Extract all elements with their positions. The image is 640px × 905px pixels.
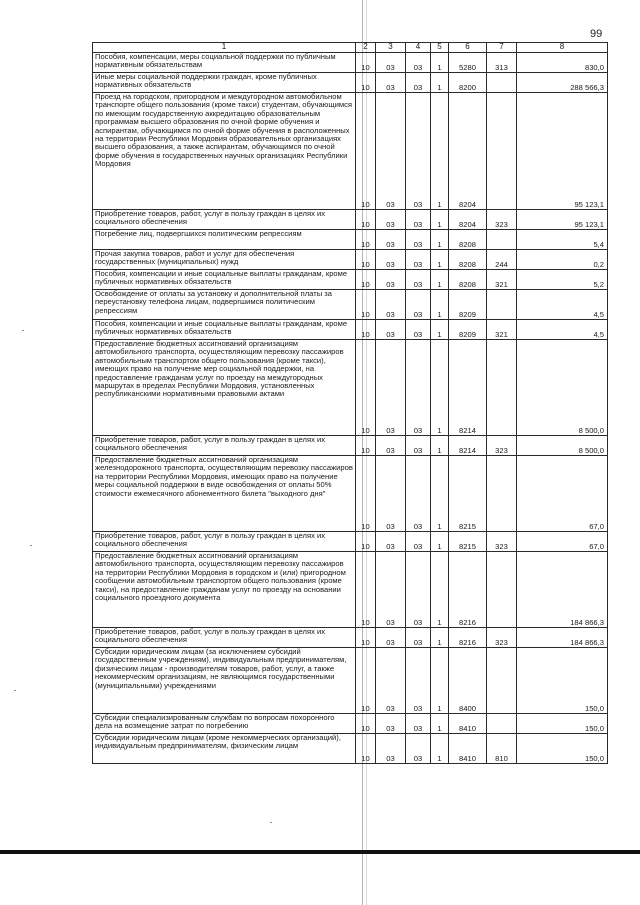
cell-col-7: 244 — [487, 250, 517, 270]
cell-col-5: 1 — [431, 53, 449, 73]
cell-amount: 0,2 — [517, 250, 608, 270]
cell-col-7 — [487, 340, 517, 436]
table-row — [93, 714, 608, 734]
cell-col-7: 323 — [487, 628, 517, 648]
header-col-3: 3 — [376, 43, 406, 53]
table-row — [93, 340, 608, 436]
header-col-1: 1 — [93, 43, 356, 53]
cell-description: Пособия, компенсации и иные социальные выплаты гражданам, кроме публичных нормативных обязательств — [93, 270, 356, 290]
cell-col-2: 10 — [356, 714, 376, 734]
cell-col-3: 03 — [376, 210, 406, 230]
cell-col-2: 10 — [356, 340, 376, 436]
table-row — [93, 53, 608, 73]
cell-col-4: 03 — [406, 648, 431, 714]
cell-col-7: 323 — [487, 436, 517, 456]
cell-col-5: 1 — [431, 436, 449, 456]
cell-col-3: 03 — [376, 250, 406, 270]
cell-amount: 67,0 — [517, 532, 608, 552]
cell-col-5: 1 — [431, 628, 449, 648]
cell-description: Приобретение товаров, работ, услуг в пользу граждан в целях их социального обеспечения — [93, 210, 356, 230]
table-row — [93, 628, 608, 648]
cell-col-3: 03 — [376, 290, 406, 320]
header-col-2: 2 — [356, 43, 376, 53]
cell-col-6: 8208 — [449, 250, 487, 270]
cell-col-6: 8209 — [449, 290, 487, 320]
cell-col-2: 10 — [356, 648, 376, 714]
cell-amount: 150,0 — [517, 714, 608, 734]
table-body — [93, 53, 608, 764]
cell-col-3: 03 — [376, 270, 406, 290]
cell-col-5: 1 — [431, 93, 449, 210]
cell-description: Субсидии специализированным службам по вопросам похоронного дела на возмещение затрат по погребению — [93, 714, 356, 734]
cell-col-6: 8214 — [449, 436, 487, 456]
cell-col-4: 03 — [406, 93, 431, 210]
scan-speck — [22, 330, 24, 331]
table-row — [93, 532, 608, 552]
table-row — [93, 230, 608, 250]
cell-col-4: 03 — [406, 73, 431, 93]
cell-col-5: 1 — [431, 532, 449, 552]
table-row — [93, 552, 608, 628]
cell-col-2: 10 — [356, 628, 376, 648]
cell-col-4: 03 — [406, 320, 431, 340]
cell-col-5: 1 — [431, 648, 449, 714]
cell-amount: 4,5 — [517, 290, 608, 320]
cell-col-7 — [487, 290, 517, 320]
cell-col-4: 03 — [406, 340, 431, 436]
scan-speck — [14, 690, 16, 691]
header-row — [93, 43, 608, 53]
cell-col-5: 1 — [431, 714, 449, 734]
cell-col-7 — [487, 93, 517, 210]
cell-col-6: 8204 — [449, 210, 487, 230]
cell-col-5: 1 — [431, 250, 449, 270]
cell-description: Приобретение товаров, работ, услуг в пользу граждан в целях их социального обеспечения — [93, 532, 356, 552]
cell-description: Приобретение товаров, работ, услуг в пользу граждан в целях их социального обеспечения — [93, 436, 356, 456]
cell-col-2: 10 — [356, 73, 376, 93]
table-row — [93, 270, 608, 290]
cell-col-5: 1 — [431, 456, 449, 532]
cell-col-5: 1 — [431, 320, 449, 340]
page-number: 99 — [590, 28, 603, 40]
cell-col-2: 10 — [356, 210, 376, 230]
cell-amount: 8 500,0 — [517, 436, 608, 456]
header-col-5: 5 — [431, 43, 449, 53]
cell-description: Субсидии юридическим лицам (за исключением субсидий государственным учреждениям), индивидуальным предпринимателям, физическим лицам - производителям товаров, работ, услуг, а также некоммерческим организациям, не являющимся государственными (муниципальными) учреждениями — [93, 648, 356, 714]
cell-description: Приобретение товаров, работ, услуг в пользу граждан в целях их социального обеспечения — [93, 628, 356, 648]
table-row — [93, 320, 608, 340]
cell-col-3: 03 — [376, 340, 406, 436]
cell-col-2: 10 — [356, 552, 376, 628]
cell-col-2: 10 — [356, 320, 376, 340]
cell-col-4: 03 — [406, 552, 431, 628]
cell-col-3: 03 — [376, 532, 406, 552]
cell-col-2: 10 — [356, 734, 376, 764]
cell-description: Погребение лиц, подвергшихся политическим репрессиям — [93, 230, 356, 250]
cell-col-4: 03 — [406, 628, 431, 648]
cell-amount: 8 500,0 — [517, 340, 608, 436]
cell-col-5: 1 — [431, 73, 449, 93]
cell-col-4: 03 — [406, 532, 431, 552]
cell-amount: 5,4 — [517, 230, 608, 250]
cell-col-5: 1 — [431, 270, 449, 290]
scan-bottom-rule — [0, 850, 640, 854]
cell-col-3: 03 — [376, 230, 406, 250]
cell-col-7: 810 — [487, 734, 517, 764]
cell-col-2: 10 — [356, 53, 376, 73]
table-row — [93, 210, 608, 230]
cell-col-7 — [487, 230, 517, 250]
header-col-8: 8 — [517, 43, 608, 53]
table-row — [93, 290, 608, 320]
cell-col-6: 8204 — [449, 93, 487, 210]
cell-col-5: 1 — [431, 210, 449, 230]
cell-amount: 95 123,1 — [517, 210, 608, 230]
cell-col-2: 10 — [356, 93, 376, 210]
cell-description: Предоставление бюджетных ассигнований организациям железнодорожного транспорта, осуществляющим перевозку пассажиров на территории Республики Мордовия, имеющих право на получение меры социальной поддержки в виде освобождения от оплаты 50% стоимости ежемесячного абонементного билета "выходного дня" — [93, 456, 356, 532]
cell-col-4: 03 — [406, 436, 431, 456]
cell-col-2: 10 — [356, 230, 376, 250]
cell-col-6: 5280 — [449, 53, 487, 73]
cell-col-6: 8410 — [449, 714, 487, 734]
cell-description: Проезд на городском, пригородном и междугородном автомобильном транспорте общего пользования (кроме такси) студентам, обучающимся по имеющим государственную аккредитацию образовательным программам высшего образования по очной форме обучения и аспирантам, обучающимся по очной форме обучения в расположенных на территории Республики Мордовия образовательных организациях высшего образования, а также аспирантам, обучающимся по очной форме обучения в государственных научных организациях Республики Мордовия — [93, 93, 356, 210]
cell-col-2: 10 — [356, 532, 376, 552]
cell-amount: 150,0 — [517, 648, 608, 714]
table-row — [93, 648, 608, 714]
table-row — [93, 734, 608, 764]
table-row — [93, 250, 608, 270]
table-header — [93, 43, 608, 53]
cell-col-2: 10 — [356, 436, 376, 456]
cell-description: Прочая закупка товаров, работ и услуг для обеспечения государственных (муниципальных) нужд — [93, 250, 356, 270]
cell-col-7: 321 — [487, 320, 517, 340]
cell-col-4: 03 — [406, 734, 431, 764]
cell-col-3: 03 — [376, 628, 406, 648]
cell-col-3: 03 — [376, 734, 406, 764]
cell-amount: 67,0 — [517, 456, 608, 532]
cell-description: Иные меры социальной поддержки граждан, кроме публичных нормативных обязательств — [93, 73, 356, 93]
cell-col-6: 8400 — [449, 648, 487, 714]
cell-col-3: 03 — [376, 456, 406, 532]
cell-col-7: 323 — [487, 532, 517, 552]
cell-col-3: 03 — [376, 73, 406, 93]
cell-col-6: 8208 — [449, 230, 487, 250]
budget-table — [92, 42, 608, 764]
cell-amount: 5,2 — [517, 270, 608, 290]
cell-amount: 4,5 — [517, 320, 608, 340]
cell-amount: 95 123,1 — [517, 93, 608, 210]
cell-col-7 — [487, 552, 517, 628]
cell-col-4: 03 — [406, 210, 431, 230]
cell-description: Предоставление бюджетных ассигнований организациям автомобильного транспорта, осуществляющим перевозку пассажиров автомобильным транспортом общего пользования (кроме такси), имеющих право на получение мер социальной поддержки, на предоставление гражданам услуг по проезду на междугородных маршрутах в пределах Республики Мордовия, установленных республиканскими нормативными правовыми актами — [93, 340, 356, 436]
cell-col-7: 323 — [487, 210, 517, 230]
cell-col-5: 1 — [431, 340, 449, 436]
cell-amount: 184 866,3 — [517, 628, 608, 648]
cell-amount: 150,0 — [517, 734, 608, 764]
cell-col-3: 03 — [376, 93, 406, 210]
cell-col-7: 321 — [487, 270, 517, 290]
table-row — [93, 456, 608, 532]
cell-col-3: 03 — [376, 714, 406, 734]
cell-col-4: 03 — [406, 714, 431, 734]
header-col-4: 4 — [406, 43, 431, 53]
cell-col-4: 03 — [406, 270, 431, 290]
table-row — [93, 73, 608, 93]
cell-col-4: 03 — [406, 250, 431, 270]
cell-col-3: 03 — [376, 552, 406, 628]
cell-amount: 288 566,3 — [517, 73, 608, 93]
cell-col-4: 03 — [406, 456, 431, 532]
scan-speck — [30, 545, 32, 546]
cell-col-5: 1 — [431, 734, 449, 764]
cell-description: Предоставление бюджетных ассигнований организациям автомобильного транспорта, осуществляющим перевозку пассажиров на территории Республики Мордовия в городском и (или) пригородном сообщении автомобильным транспортом общего пользования (кроме такси), на предоставление гражданам услуг по проезду на основании социального проездного документа — [93, 552, 356, 628]
cell-col-6: 8209 — [449, 320, 487, 340]
cell-col-2: 10 — [356, 456, 376, 532]
cell-col-3: 03 — [376, 53, 406, 73]
cell-description: Освобождение от оплаты за установку и дополнительной платы за переустановку телефона лицам, подвергшимся политическим репрессиям — [93, 290, 356, 320]
cell-col-7: 313 — [487, 53, 517, 73]
cell-amount: 184 866,3 — [517, 552, 608, 628]
cell-col-4: 03 — [406, 53, 431, 73]
cell-col-5: 1 — [431, 552, 449, 628]
header-col-7: 7 — [487, 43, 517, 53]
cell-col-3: 03 — [376, 320, 406, 340]
cell-col-3: 03 — [376, 648, 406, 714]
cell-col-2: 10 — [356, 250, 376, 270]
cell-col-3: 03 — [376, 436, 406, 456]
cell-amount: 830,0 — [517, 53, 608, 73]
cell-col-7 — [487, 714, 517, 734]
cell-col-7 — [487, 648, 517, 714]
cell-col-6: 8216 — [449, 552, 487, 628]
cell-col-6: 8215 — [449, 532, 487, 552]
cell-description: Субсидии юридическим лицам (кроме некоммерческих организаций), индивидуальным предпринимателям, физическим лицам — [93, 734, 356, 764]
scan-speck — [270, 822, 272, 823]
table-row — [93, 93, 608, 210]
cell-col-6: 8215 — [449, 456, 487, 532]
cell-description: Пособия, компенсации, меры социальной поддержки по публичным нормативным обязательствам — [93, 53, 356, 73]
table-row — [93, 436, 608, 456]
cell-description: Пособия, компенсации и иные социальные выплаты гражданам, кроме публичных нормативных обязательств — [93, 320, 356, 340]
cell-col-5: 1 — [431, 290, 449, 320]
cell-col-2: 10 — [356, 290, 376, 320]
cell-col-6: 8216 — [449, 628, 487, 648]
cell-col-4: 03 — [406, 230, 431, 250]
cell-col-5: 1 — [431, 230, 449, 250]
header-col-6: 6 — [449, 43, 487, 53]
cell-col-2: 10 — [356, 270, 376, 290]
cell-col-6: 8410 — [449, 734, 487, 764]
cell-col-6: 8214 — [449, 340, 487, 436]
cell-col-7 — [487, 73, 517, 93]
cell-col-7 — [487, 456, 517, 532]
cell-col-6: 8200 — [449, 73, 487, 93]
cell-col-4: 03 — [406, 290, 431, 320]
cell-col-6: 8208 — [449, 270, 487, 290]
